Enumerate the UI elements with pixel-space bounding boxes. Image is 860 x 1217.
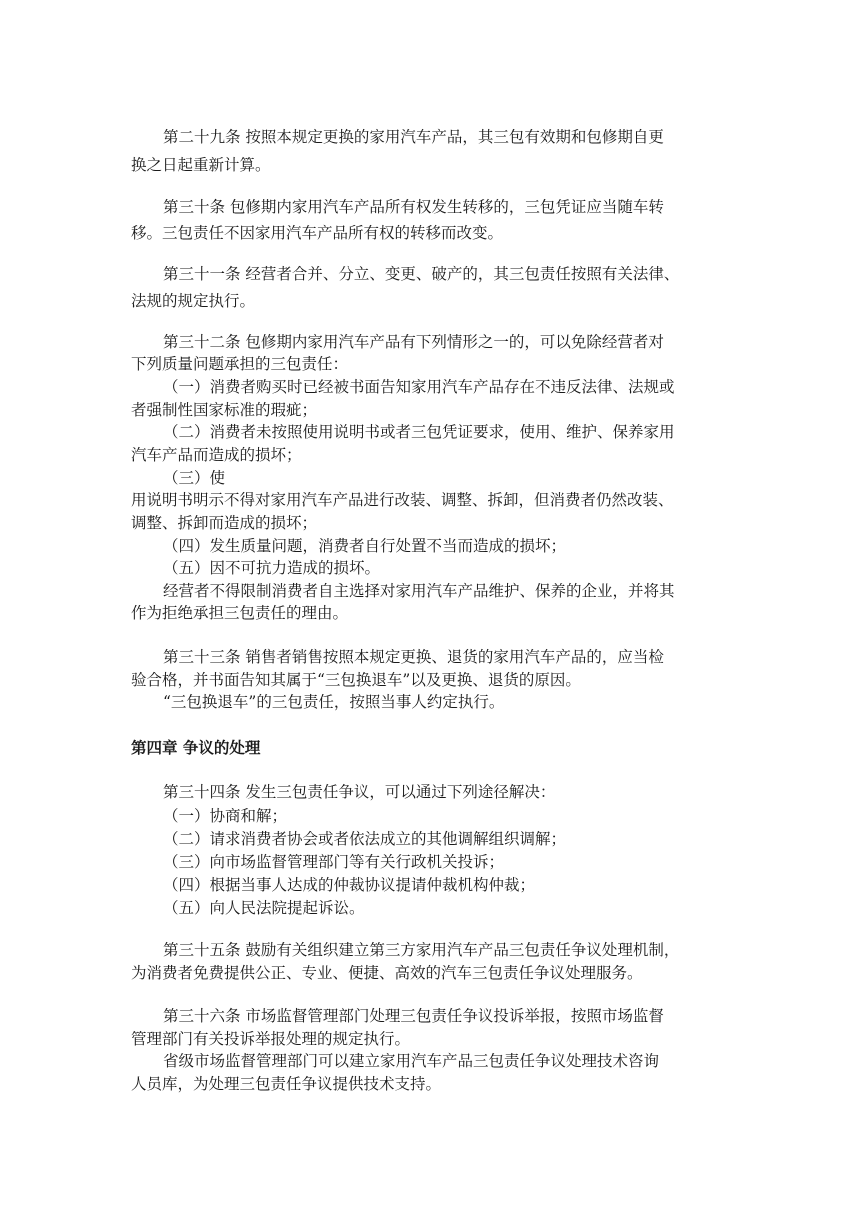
article-32-item-3b: 用说明书明示不得对家用汽车产品进行改装、调整、拆卸，但消费者仍然改装、 bbox=[131, 491, 674, 509]
article-33-line-2: 验合格，并书面告知其属于“三包换退车”以及更换、退货的原因。 bbox=[131, 671, 581, 689]
article-32-item-4: （四）发生质量问题，消费者自行处置不当而造成的损坏； bbox=[163, 537, 567, 555]
article-31-line-2: 法规的规定执行。 bbox=[131, 292, 256, 310]
article-32-item-1a: （一）消费者购买时已经被书面告知家用汽车产品存在不违反法律、法规或 bbox=[163, 378, 675, 396]
chapter-4-heading: 第四章 争议的处理 bbox=[131, 739, 261, 757]
article-36-line-2: 管理部门有关投诉举报处理的规定执行。 bbox=[131, 1030, 411, 1048]
article-34-item-4: （四）根据当事人达成的仲裁协议提请仲裁机构仲裁； bbox=[163, 876, 536, 894]
article-34-item-5: （五）向人民法院提起诉讼。 bbox=[163, 899, 365, 917]
article-36-line-4: 人员库，为处理三包责任争议提供技术支持。 bbox=[131, 1075, 442, 1093]
article-31-line-1: 第三十一条 经营者合并、分立、变更、破产的，其三包责任按照有关法律、 bbox=[163, 265, 680, 283]
article-29-line-2: 换之日起重新计算。 bbox=[131, 156, 271, 174]
article-32-item-2a: （二）消费者未按照使用说明书或者三包凭证要求，使用、维护、保养家用 bbox=[163, 423, 675, 441]
article-32-para-2b: 作为拒绝承担三包责任的理由。 bbox=[131, 604, 349, 622]
article-32-item-2b: 汽车产品而造成的损坏； bbox=[131, 446, 302, 464]
article-30-line-1: 第三十条 包修期内家用汽车产品所有权发生转移的，三包凭证应当随车转 bbox=[163, 198, 664, 216]
article-33-line-3: “三包换退车”的三包责任，按照当事人约定执行。 bbox=[163, 693, 505, 711]
article-36-line-1: 第三十六条 市场监督管理部门处理三包责任争议投诉举报，按照市场监督 bbox=[163, 1007, 664, 1025]
article-32-item-5: （五）因不可抗力造成的损坏。 bbox=[163, 559, 381, 577]
article-32-item-3a: （三）使 bbox=[163, 469, 226, 487]
article-32-line-1: 第三十二条 包修期内家用汽车产品有下列情形之一的，可以免除经营者对 bbox=[163, 333, 664, 351]
article-32-line-2: 下列质量问题承担的三包责任： bbox=[131, 355, 349, 373]
article-34-item-3: （三）向市场监督管理部门等有关行政机关投诉； bbox=[163, 853, 505, 871]
article-34-line-1: 第三十四条 发生三包责任争议，可以通过下列途径解决： bbox=[163, 783, 556, 801]
article-36-line-3: 省级市场监督管理部门可以建立家用汽车产品三包责任争议处理技术咨询 bbox=[163, 1052, 660, 1070]
article-32-item-1b: 者强制性国家标准的瑕疵； bbox=[131, 401, 318, 419]
article-35-line-1: 第三十五条 鼓励有关组织建立第三方家用汽车产品三包责任争议处理机制， bbox=[163, 941, 680, 959]
article-32-para-2a: 经营者不得限制消费者自主选择对家用汽车产品维护、保养的企业，并将其 bbox=[163, 582, 675, 600]
article-35-line-2: 为消费者免费提供公正、专业、便捷、高效的汽车三包责任争议处理服务。 bbox=[131, 964, 643, 982]
article-32-item-3c: 调整、拆卸而造成的损坏； bbox=[131, 514, 318, 532]
article-30-line-2: 移。三包责任不因家用汽车产品所有权的转移而改变。 bbox=[131, 224, 504, 242]
article-34-item-2: （二）请求消费者协会或者依法成立的其他调解组织调解； bbox=[163, 830, 567, 848]
article-33-line-1: 第三十三条 销售者销售按照本规定更换、退货的家用汽车产品的，应当检 bbox=[163, 648, 664, 666]
article-34-item-1: （一）协商和解； bbox=[163, 807, 288, 825]
article-29-line-1: 第二十九条 按照本规定更换的家用汽车产品，其三包有效期和包修期自更 bbox=[163, 128, 664, 146]
